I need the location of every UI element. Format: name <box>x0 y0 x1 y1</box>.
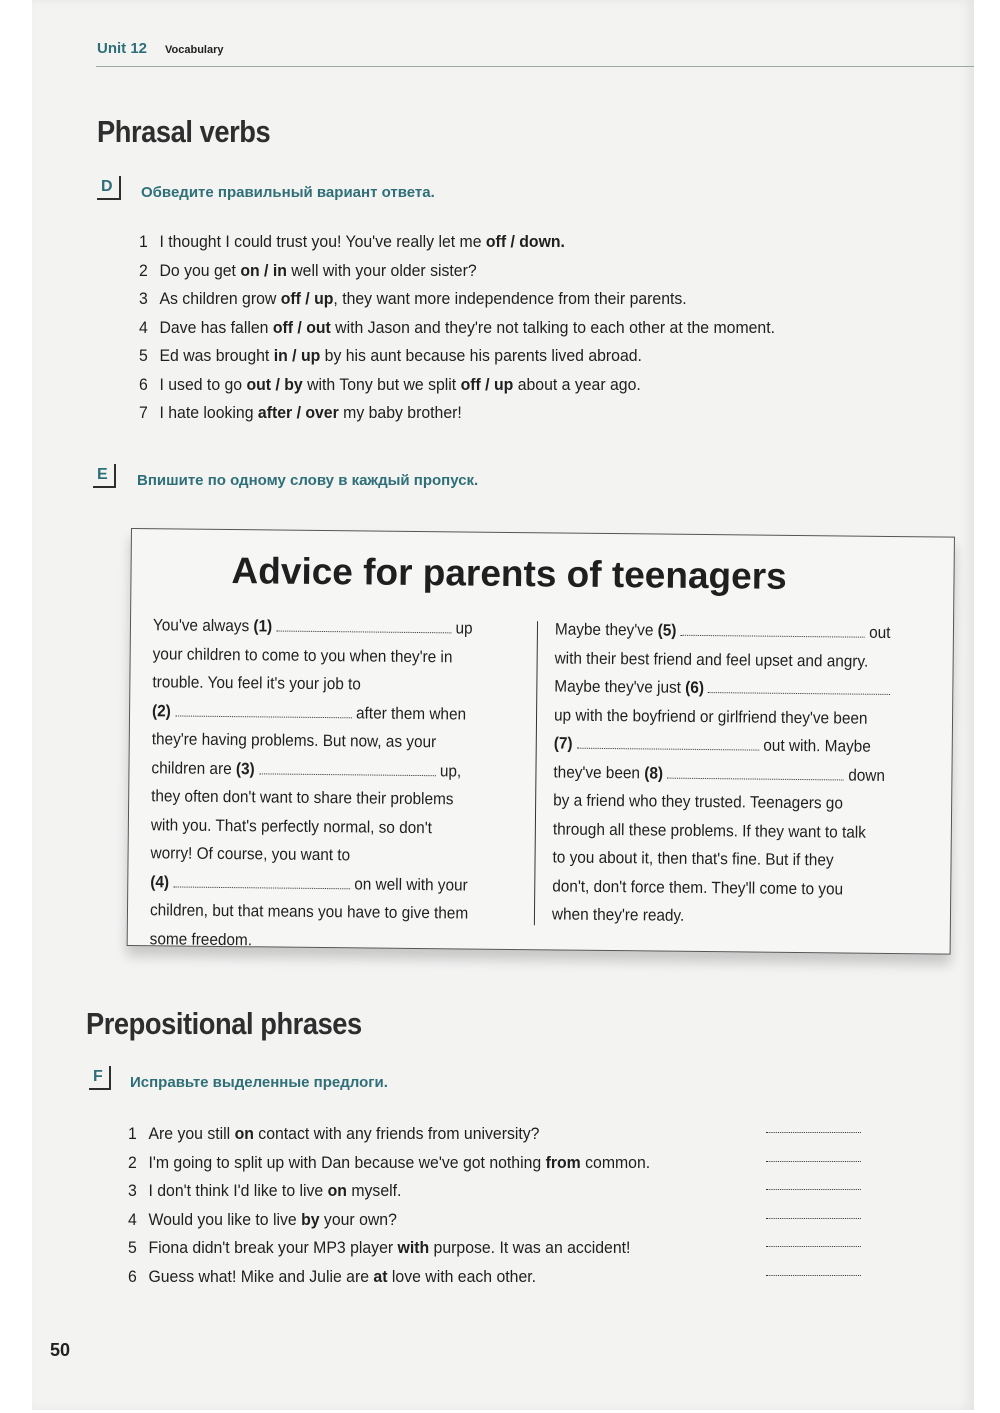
exercise-e-instruction: Впишите по одному слову в каждый пропуск. <box>137 472 479 489</box>
list-item: 7 I hate looking after / over my baby brother! <box>139 403 462 422</box>
gap-7[interactable] <box>577 736 759 751</box>
list-item: 5 Ed was brought in / up by his aunt because his parents lived abroad. <box>139 346 642 365</box>
unit-label: Unit 12 <box>97 40 148 57</box>
gap-4[interactable] <box>173 874 350 889</box>
exercise-f-marker: F <box>89 1066 111 1090</box>
answer-choice[interactable]: off / up <box>280 289 334 308</box>
answer-choice[interactable]: on / in <box>240 260 287 280</box>
exercise-d-instruction: Обведите правильный вариант ответа. <box>141 184 435 201</box>
column-divider <box>534 621 538 925</box>
advice-title: Advice for parents of teenagers <box>231 550 787 597</box>
list-item: 3 I don't think I'd like to live on myself. <box>128 1181 863 1210</box>
answer-line[interactable] <box>766 1218 861 1219</box>
exercise-d-marker: D <box>97 176 121 200</box>
list-item: 5 Fiona didn't break your MP3 player with purpose. It was an accident! <box>128 1238 863 1267</box>
answer-choice[interactable]: in / up <box>273 346 321 365</box>
answer-line[interactable] <box>766 1275 861 1276</box>
advice-text-box <box>127 528 955 955</box>
advice-left-column: You've always (1) up your children to come to you when they're in trouble. You feel it's your job to (2) after them when they're having problems. But now, as your children are (3) up, they often don't want to share their problems with you. That's perfectly normal, so don't worry! Of course, you want to (4) on well with your children, but that means you have to give them some freedom. <box>149 616 473 949</box>
section-title-phrasal-verbs: Phrasal verbs <box>97 114 271 149</box>
list-item: 6 I used to go out / by with Tony but we split off / up about a year ago. <box>139 374 641 394</box>
list-item: 4 Would you like to live by your own? <box>128 1210 863 1239</box>
gap-6[interactable] <box>708 680 890 695</box>
page-number: 50 <box>50 1340 71 1360</box>
list-item: 1 Are you still on contact with any friends from university? <box>128 1124 863 1153</box>
gap-8[interactable] <box>667 765 844 780</box>
answer-choice[interactable]: after / over <box>257 403 339 422</box>
answer-line[interactable] <box>766 1189 861 1190</box>
exercise-f-instruction: Исправьте выделенные предлоги. <box>130 1074 388 1091</box>
answer-line[interactable] <box>766 1132 861 1133</box>
answer-choice[interactable]: off / down. <box>485 232 565 251</box>
list-item: 2 I'm going to split up with Dan because we've got nothing from common. <box>128 1153 863 1182</box>
answer-line[interactable] <box>766 1246 861 1247</box>
gap-5[interactable] <box>681 623 865 638</box>
gap-3[interactable] <box>259 761 436 776</box>
exercise-f-list <box>128 1124 863 1295</box>
gap-1[interactable] <box>276 619 451 634</box>
answer-line[interactable] <box>766 1161 861 1162</box>
advice-right-column: Maybe they've (5) out with their best friend and feel upset and angry. Maybe they've just (6) up with the boyfriend or girlfriend they've been (7) out with. Maybe they've been (8) down by a friend who they trusted. Teenagers go through all these problems. If they want to talk to you about it, then that's fine. But if they don't, don't force them. They'll come to you when they're ready. <box>551 620 891 925</box>
answer-choice[interactable]: out / by <box>246 374 303 394</box>
list-item: 3 As children grow off / up, they want more independence from their parents. <box>139 289 687 308</box>
answer-choice[interactable]: off / up <box>460 374 514 394</box>
header-rule <box>96 66 974 67</box>
list-item: 4 Dave has fallen off / out with Jason and they're not talking to each other at the moment. <box>139 317 775 337</box>
list-item: 6 Guess what! Mike and Julie are at love with each other. <box>128 1267 863 1296</box>
answer-choice[interactable]: off / out <box>272 317 331 337</box>
section-title-prepositional-phrases: Prepositional phrases <box>86 1006 362 1041</box>
section-label: Vocabulary <box>165 44 224 56</box>
exercise-d-list <box>139 232 775 432</box>
list-item: 1 I thought I could trust you! You've really let me off / down. <box>139 232 565 251</box>
gap-2[interactable] <box>175 703 352 718</box>
exercise-e-marker: E <box>93 464 116 488</box>
list-item: 2 Do you get on / in well with your older sister? <box>139 260 477 280</box>
